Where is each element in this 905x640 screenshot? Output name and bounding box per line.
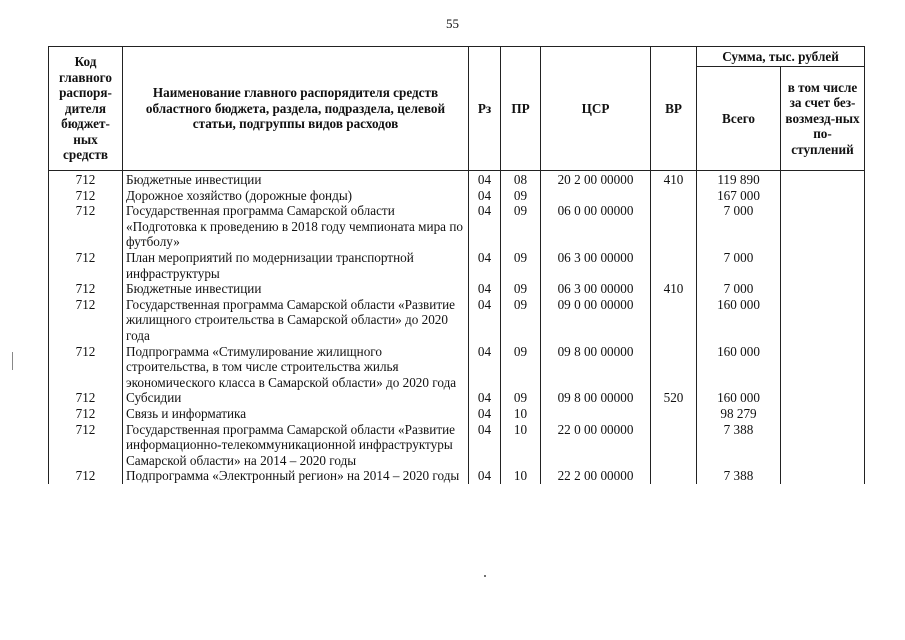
- cell-grants: [781, 281, 865, 297]
- cell-grants: [781, 250, 865, 281]
- cell-code: 712: [49, 297, 123, 344]
- cell-csr: 09 0 00 00000: [541, 297, 651, 344]
- cell-name: Государственная программа Самарской области «Развитие информационно-телекоммуникационной инфраструктуры Самарской области» на 2014 – 2020 годы: [123, 422, 469, 469]
- cell-pr: 09: [501, 203, 541, 250]
- table-row: [49, 390, 865, 406]
- cell-total: 167 000: [697, 188, 781, 204]
- table-row: [49, 250, 865, 281]
- cell-pr: 10: [501, 406, 541, 422]
- table-row: [49, 171, 865, 188]
- header-pr: ПР: [501, 47, 541, 171]
- cell-name: Связь и информатика: [123, 406, 469, 422]
- cell-vr: [651, 203, 697, 250]
- header-grants: в том числе за счет без-возмезд-ных по-ступлений: [781, 67, 865, 171]
- cell-name: Дорожное хозяйство (дорожные фонды): [123, 188, 469, 204]
- cell-pr: 09: [501, 297, 541, 344]
- table-row: [49, 468, 865, 484]
- cell-vr: [651, 188, 697, 204]
- cell-code: 712: [49, 422, 123, 469]
- cell-vr: [651, 297, 697, 344]
- margin-mark: [12, 352, 13, 370]
- header-rz: Рз: [469, 47, 501, 171]
- cell-code: 712: [49, 390, 123, 406]
- cell-grants: [781, 203, 865, 250]
- cell-pr: 10: [501, 422, 541, 469]
- cell-rz: 04: [469, 203, 501, 250]
- cell-code: 712: [49, 406, 123, 422]
- cell-rz: 04: [469, 297, 501, 344]
- cell-total: 7 388: [697, 468, 781, 484]
- cell-total: 7 000: [697, 250, 781, 281]
- cell-grants: [781, 422, 865, 469]
- cell-code: 712: [49, 250, 123, 281]
- cell-vr: [651, 250, 697, 281]
- cell-rz: 04: [469, 171, 501, 188]
- cell-grants: [781, 406, 865, 422]
- cell-vr: [651, 406, 697, 422]
- cell-total: 7 000: [697, 203, 781, 250]
- cell-csr: 20 2 00 00000: [541, 171, 651, 188]
- cell-rz: 04: [469, 250, 501, 281]
- header-sum: Сумма, тыс. рублей: [697, 47, 865, 67]
- header-csr: ЦСР: [541, 47, 651, 171]
- cell-name: Подпрограмма «Электронный регион» на 2014 – 2020 годы: [123, 468, 469, 484]
- cell-code: 712: [49, 188, 123, 204]
- cell-csr: [541, 188, 651, 204]
- cell-pr: 09: [501, 344, 541, 391]
- header-code: Код главного распоря-дителя бюджет-ных средств: [49, 47, 123, 171]
- table-body: [49, 171, 865, 484]
- table-row: [49, 406, 865, 422]
- cell-grants: [781, 171, 865, 188]
- cell-pr: 09: [501, 188, 541, 204]
- cell-pr: 09: [501, 250, 541, 281]
- cell-pr: 08: [501, 171, 541, 188]
- cell-vr: [651, 422, 697, 469]
- cell-csr: 06 0 00 00000: [541, 203, 651, 250]
- cell-code: 712: [49, 171, 123, 188]
- cell-rz: 04: [469, 188, 501, 204]
- cell-name: Государственная программа Самарской области «Подготовка к проведению в 2018 году чемпионата мира по футболу»: [123, 203, 469, 250]
- cell-csr: [541, 406, 651, 422]
- header-vr: ВР: [651, 47, 697, 171]
- cell-code: 712: [49, 468, 123, 484]
- table-row: [49, 203, 865, 250]
- cell-rz: 04: [469, 344, 501, 391]
- cell-name: Бюджетные инвестиции: [123, 281, 469, 297]
- cell-pr: 09: [501, 281, 541, 297]
- cell-rz: 04: [469, 422, 501, 469]
- cell-code: 712: [49, 281, 123, 297]
- cell-total: 98 279: [697, 406, 781, 422]
- cell-code: 712: [49, 344, 123, 391]
- cell-csr: 06 3 00 00000: [541, 250, 651, 281]
- cell-total: 160 000: [697, 390, 781, 406]
- cell-grants: [781, 468, 865, 484]
- cell-csr: 22 0 00 00000: [541, 422, 651, 469]
- table-row: [49, 344, 865, 391]
- cell-csr: 09 8 00 00000: [541, 390, 651, 406]
- cell-name: Подпрограмма «Стимулирование жилищного строительства, в том числе строительства жилья экономического класса в Самарской области» до 2020 года: [123, 344, 469, 391]
- cell-grants: [781, 188, 865, 204]
- cell-grants: [781, 297, 865, 344]
- table-row: [49, 188, 865, 204]
- cell-pr: 09: [501, 390, 541, 406]
- cell-total: 7 000: [697, 281, 781, 297]
- cell-name: Субсидии: [123, 390, 469, 406]
- cell-total: 160 000: [697, 344, 781, 391]
- cell-rz: 04: [469, 281, 501, 297]
- cell-vr: [651, 344, 697, 391]
- cell-pr: 10: [501, 468, 541, 484]
- cell-code: 712: [49, 203, 123, 250]
- cell-name: Бюджетные инвестиции: [123, 171, 469, 188]
- header-name: Наименование главного распорядителя средств областного бюджета, раздела, подраздела, целевой статьи, подгруппы видов расходов: [123, 47, 469, 171]
- table-row: [49, 281, 865, 297]
- cell-csr: 09 8 00 00000: [541, 344, 651, 391]
- table-header: [49, 47, 865, 171]
- cell-total: 119 890: [697, 171, 781, 188]
- cell-name: Государственная программа Самарской области «Развитие жилищного строительства в Самарской области» до 2020 года: [123, 297, 469, 344]
- cell-rz: 04: [469, 406, 501, 422]
- table-row: [49, 297, 865, 344]
- cell-total: 7 388: [697, 422, 781, 469]
- cell-rz: 04: [469, 468, 501, 484]
- budget-table: [48, 46, 865, 484]
- cell-grants: [781, 344, 865, 391]
- cell-grants: [781, 390, 865, 406]
- cell-csr: 06 3 00 00000: [541, 281, 651, 297]
- cell-rz: 04: [469, 390, 501, 406]
- table-row: [49, 422, 865, 469]
- cell-vr: 410: [651, 171, 697, 188]
- cell-vr: 520: [651, 390, 697, 406]
- cell-name: План мероприятий по модернизации транспортной инфраструктуры: [123, 250, 469, 281]
- page-number: 55: [446, 16, 459, 31]
- header-total: Всего: [697, 67, 781, 171]
- cell-vr: 410: [651, 281, 697, 297]
- stray-dot: [484, 575, 486, 577]
- cell-csr: 22 2 00 00000: [541, 468, 651, 484]
- cell-vr: [651, 468, 697, 484]
- cell-total: 160 000: [697, 297, 781, 344]
